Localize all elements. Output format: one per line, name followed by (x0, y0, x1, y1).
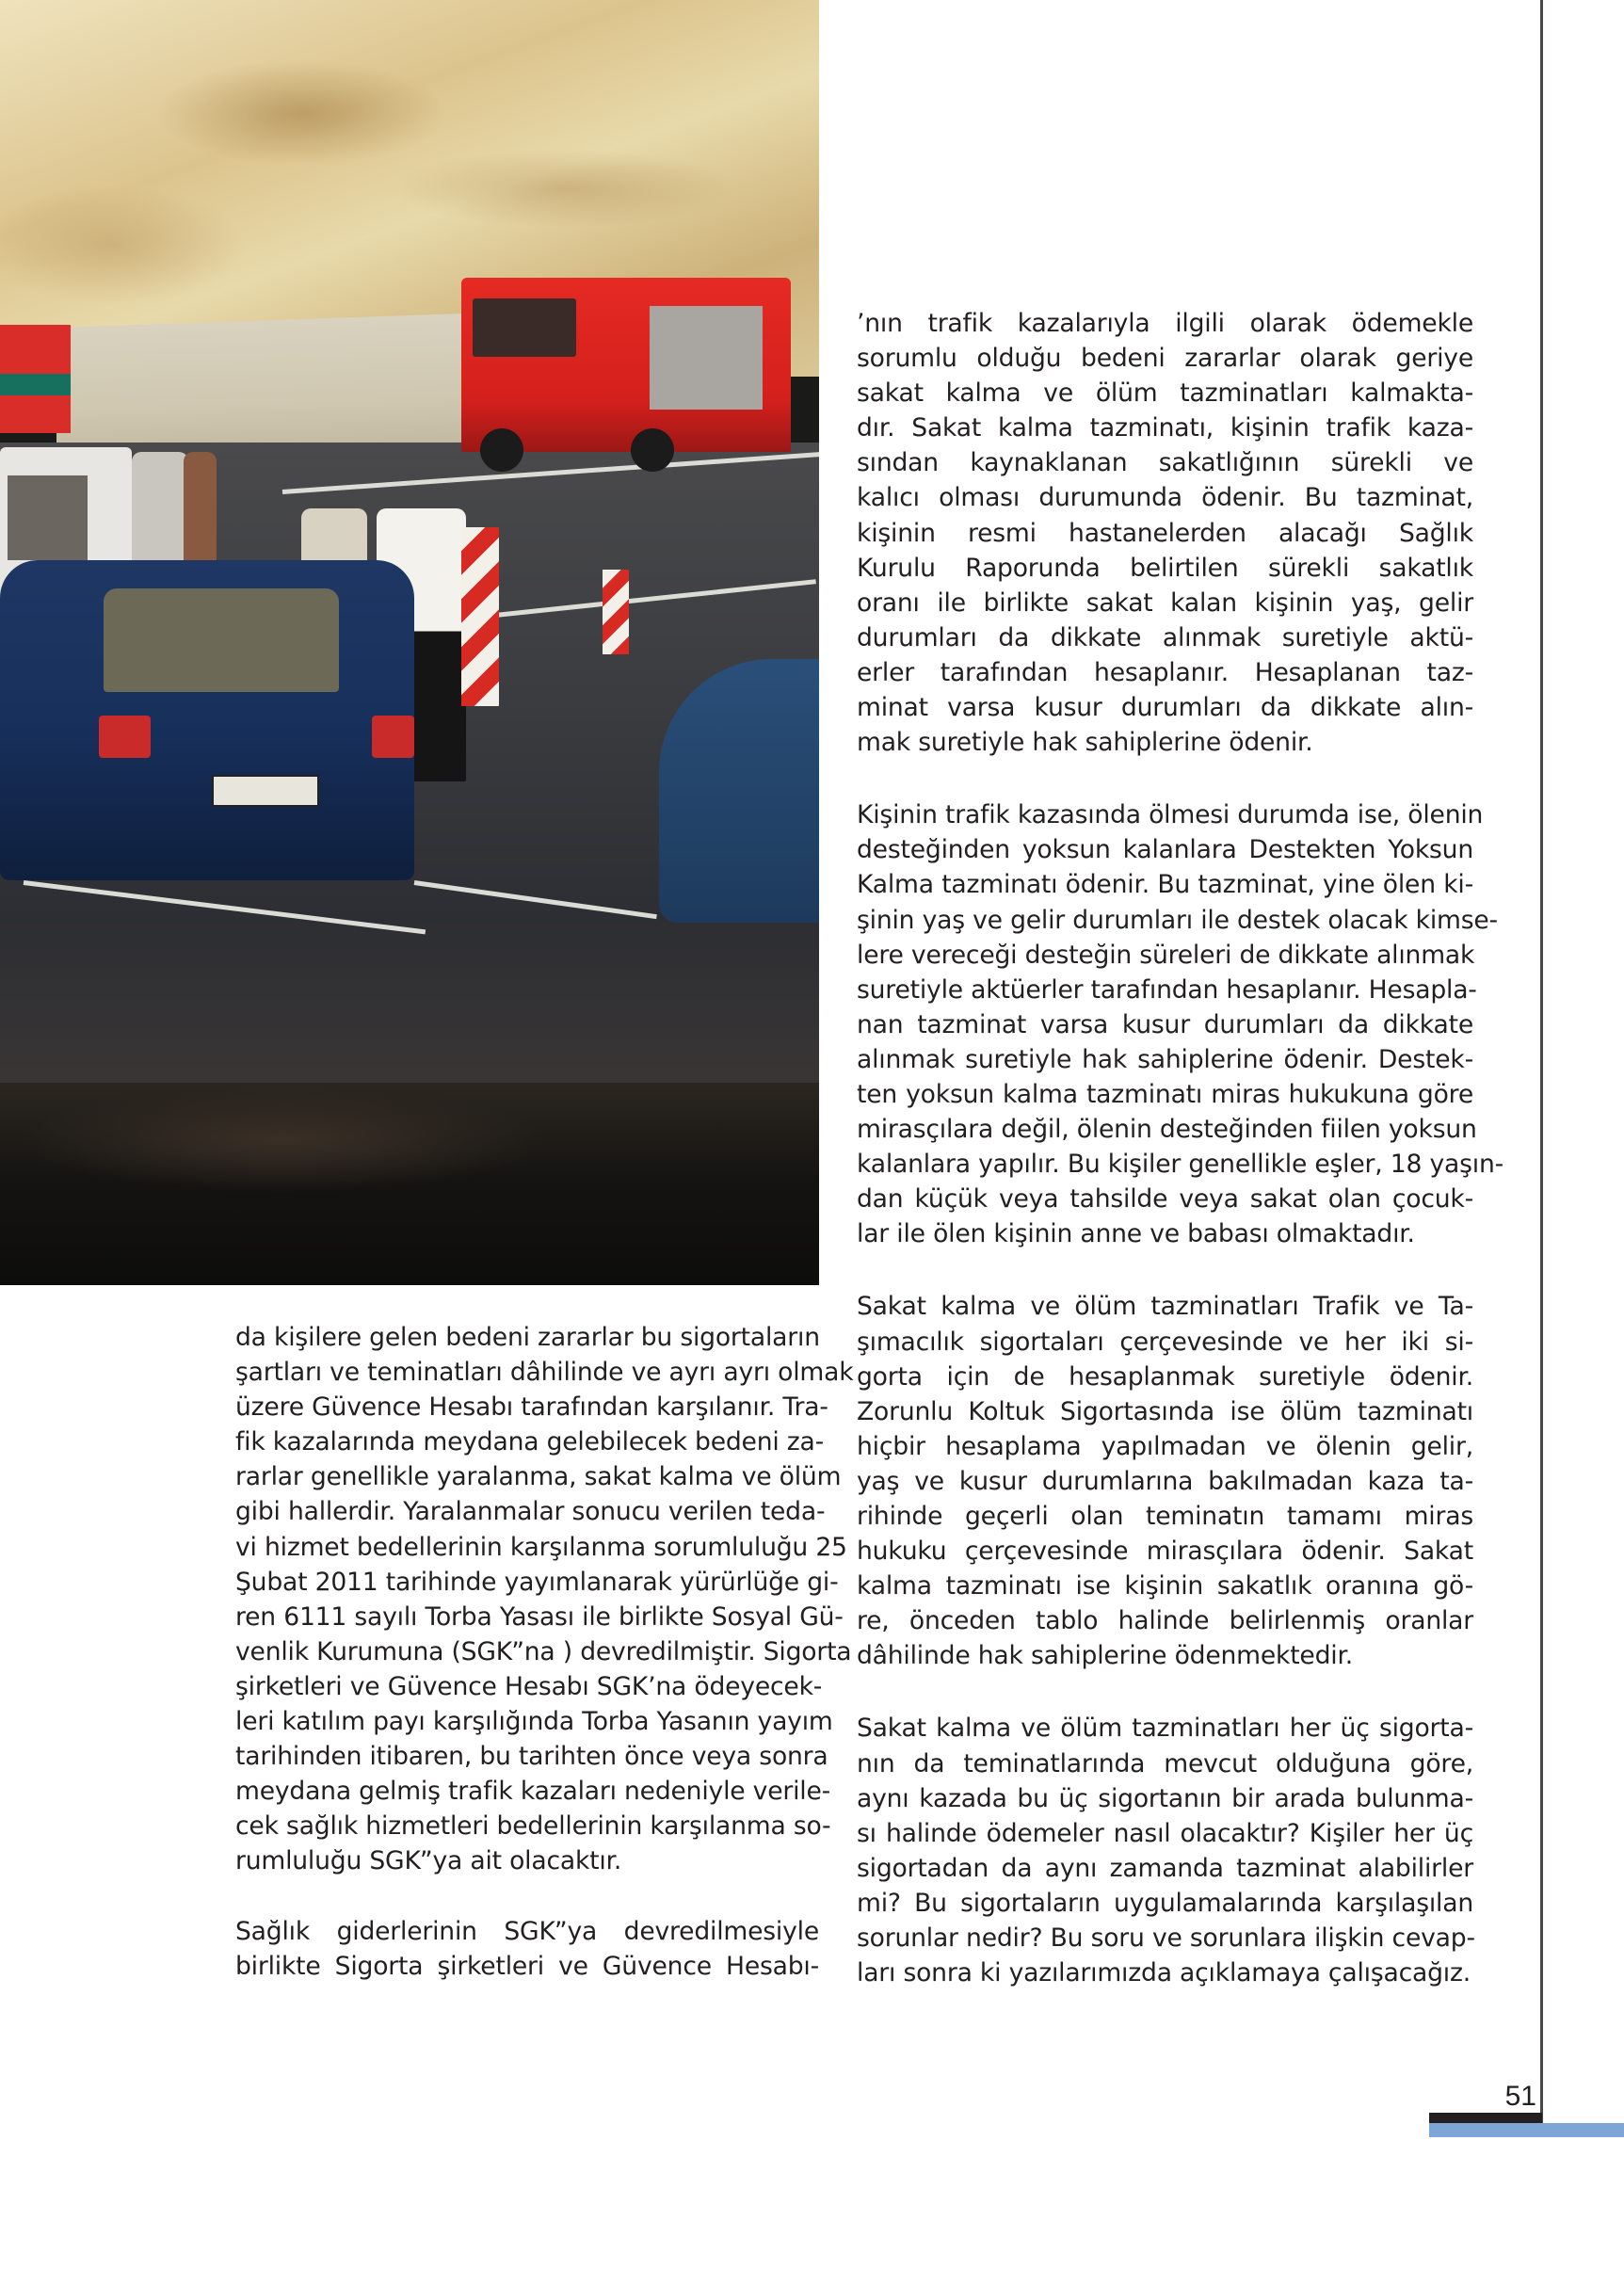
left-text-column (235, 1320, 854, 1984)
text-line: nan tazminat varsa kusur durumları da dikkate (857, 1009, 1473, 1039)
text-line: kalma tazminatı ise kişinin sakatlık oranına gö- (857, 1571, 1473, 1601)
footer-bar-dark (1429, 2113, 1542, 2123)
paragraph (857, 1711, 1473, 1990)
text-line: desteğinden yoksun kalanlara Destekten Yoksun (857, 835, 1473, 865)
text-line: ren 6111 sayılı Torba Yasası ile birlikte Sosyal Gü- (235, 1601, 844, 1632)
text-line: leri katılım payı karşılığında Torba Yasanın yayım (235, 1707, 833, 1737)
text-line: kişinin resmi hastanelerden alacağı Sağlık (857, 518, 1473, 548)
fire-truck-wheel (631, 428, 674, 472)
text-line: ’nın trafik kazalarıyla ilgili olarak ödemekle (857, 309, 1473, 338)
text-line: sorunlar nedir? Bu soru ve sorunlara ilişkin cevap- (857, 1923, 1475, 1954)
vertical-page-rule (1540, 0, 1543, 2125)
text-line: dâhilinde hak sahiplerine ödenmektedir. (857, 1641, 1354, 1671)
text-line: yaş ve kusur durumlarına bakılmadan kaza ta- (857, 1466, 1473, 1496)
text-line: gibi hallerdir. Yaralanmalar sonucu verilen teda- (235, 1497, 826, 1527)
footer-bar-blue (1429, 2123, 1624, 2137)
text-line: alınmak suretiyle hak sahiplerine ödenir. Destek- (857, 1044, 1473, 1074)
road-sign (0, 325, 71, 433)
text-line: lar ile ölen kişinin anne ve babası olmaktadır. (857, 1219, 1415, 1249)
text-line: Kişinin trafik kazasında ölmesi durumda ise, ölenin (857, 800, 1484, 830)
text-line: Kurulu Raporunda belirtilen sürekli sakatlık (857, 553, 1473, 583)
text-line: minat varsa kusur durumları da dikkate alın- (857, 693, 1473, 723)
text-line: rihinde geçerli olan teminatın tamamı miras (857, 1502, 1473, 1531)
license-plate (212, 775, 319, 807)
page-number: 51 (1504, 2081, 1536, 2112)
text-line: sakat kalma ve ölüm tazminatları kalmakta- (857, 378, 1473, 409)
fire-truck (461, 278, 791, 452)
text-line: Sağlık giderlerinin SGK”ya devredilmesiyle (235, 1916, 819, 1946)
text-line: mak suretiyle hak sahiplerine ödenir. (857, 728, 1313, 758)
text-line: sından kaynaklanan sakatlığının sürekli ve (857, 448, 1473, 478)
text-line: Kalma tazminatı ödenir. Bu tazminat, yine ölen ki- (857, 870, 1473, 900)
text-line: re, önceden tablo halinde belirlenmiş oranlar (857, 1606, 1473, 1636)
text-line: şinin yaş ve gelir durumları ile destek olacak kimse- (857, 905, 1498, 935)
text-line: durumları da dikkate alınmak suretiyle aktü- (857, 622, 1473, 652)
text-line: şartları ve teminatları dâhilinde ve ayrı ayrı olmak (235, 1358, 854, 1388)
text-line: sigortadan da aynı zamanda tazminat alabilirler (857, 1853, 1473, 1883)
text-line: şirketleri ve Güvence Hesabı SGK’na ödeyecek- (235, 1671, 823, 1701)
text-line: vi hizmet bedellerinin karşılanma sorumluluğu 25 (235, 1532, 847, 1562)
text-line: ları sonra ki yazılarımızda açıklamaya çalışacağız. (857, 1958, 1471, 1988)
text-line: tarihinden itibaren, bu tarihten önce veya sonra (235, 1742, 828, 1772)
text-line: Şubat 2011 tarihinde yayımlanarak yürürlüğe gi- (235, 1567, 839, 1597)
text-line: venlik Kurumuna (SGK”na ) devredilmiştir. Sigorta (235, 1636, 852, 1666)
text-line: lere vereceği desteğin süreleri de dikkate alınmak (857, 940, 1475, 970)
text-line: mirasçılara değil, ölenin desteğinden fiilen yoksun (857, 1115, 1477, 1145)
text-line: rumluluğu SGK”ya ait olacaktır. (235, 1846, 622, 1876)
text-line: hiçbir hesaplama yapılmadan ve ölenin gelir, (857, 1431, 1473, 1461)
text-line: fik kazalarında meydana gelebilecek bedeni za- (235, 1427, 825, 1457)
text-line: meydana gelmiş trafik kazaları nedeniyle verile- (235, 1777, 831, 1807)
rear-window (104, 588, 339, 692)
text-line: dan küçük veya tahsilde veya sakat olan çocuk- (857, 1184, 1473, 1215)
text-line: aynı kazada bu üç sigortanın bir arada bulunma- (857, 1783, 1473, 1813)
text-line: mi? Bu sigortaların uygulamalarında karşılaşılan (857, 1888, 1473, 1918)
text-line: kalıcı olması durumunda ödenir. Bu tazminat, (857, 483, 1473, 513)
fire-truck-wheel (480, 428, 523, 472)
text-line: dır. Sakat kalma tazminatı, kişinin trafik kaza- (857, 413, 1473, 443)
text-line: nın da teminatlarında mevcut olduğuna göre, (857, 1748, 1473, 1778)
fire-truck-windshield (473, 298, 576, 357)
text-line: sı halinde ödemeler nasıl olacaktır? Kişiler her üç (857, 1818, 1473, 1848)
pickup-window (8, 475, 88, 560)
text-line: oranı ile birlikte sakat kalan kişinin yaş, gelir (857, 587, 1473, 618)
text-line: kalanlara yapılır. Bu kişiler genellikle eşler, 18 yaşın- (857, 1150, 1503, 1180)
chevron-sign (603, 570, 629, 654)
tail-light (372, 716, 414, 758)
paragraph (235, 1914, 819, 1984)
bystander (184, 452, 217, 565)
text-line: Zorunlu Koltuk Sigortasında ise ölüm tazminatı (857, 1396, 1473, 1426)
text-line: rarlar genellikle yaralanma, sakat kalma ve ölüm (235, 1462, 842, 1492)
text-line: Sakat kalma ve ölüm tazminatları her üç sigorta- (857, 1714, 1473, 1744)
paragraph (857, 1289, 1473, 1673)
paragraph (857, 797, 1503, 1251)
text-line: şımacılık sigortaları çerçevesinde ve her iki si- (857, 1327, 1473, 1357)
text-line: sorumlu olduğu bedeni zararlar olarak geriye (857, 344, 1473, 374)
fire-truck-shutter (650, 306, 763, 410)
text-line: Sakat kalma ve ölüm tazminatları Trafik ve Ta- (857, 1292, 1473, 1322)
roadside-verge (0, 1083, 819, 1285)
paragraph (235, 1320, 854, 1879)
text-line: hukuku çerçevesinde mirasçılara ödenir. Sakat (857, 1537, 1473, 1567)
paragraph (857, 306, 1473, 760)
text-line: cek sağlık hizmetleri bedellerinin karşılanma so- (235, 1811, 831, 1842)
text-line: gorta için de hesaplanmak suretiyle ödenir. (857, 1361, 1473, 1392)
text-line: da kişilere gelen bedeni zararlar bu sigortaların (235, 1323, 820, 1352)
text-line: erler tarafından hesaplanır. Hesaplanan taz- (857, 657, 1473, 687)
text-line: ten yoksun kalma tazminatı miras hukukuna göre (857, 1079, 1473, 1109)
text-line: üzere Güvence Hesabı tarafından karşılanır. Tra- (235, 1392, 828, 1423)
tail-light (99, 716, 151, 758)
right-text-column (857, 306, 1503, 1990)
text-line: birlikte Sigorta şirketleri ve Güvence Hesabı- (235, 1951, 819, 1981)
text-line: suretiyle aktüerler tarafından hesaplanır. Hesapla- (857, 974, 1477, 1005)
accident-scene-photo (0, 0, 819, 1285)
chevron-sign (461, 527, 499, 706)
blue-hatchback (0, 560, 414, 880)
